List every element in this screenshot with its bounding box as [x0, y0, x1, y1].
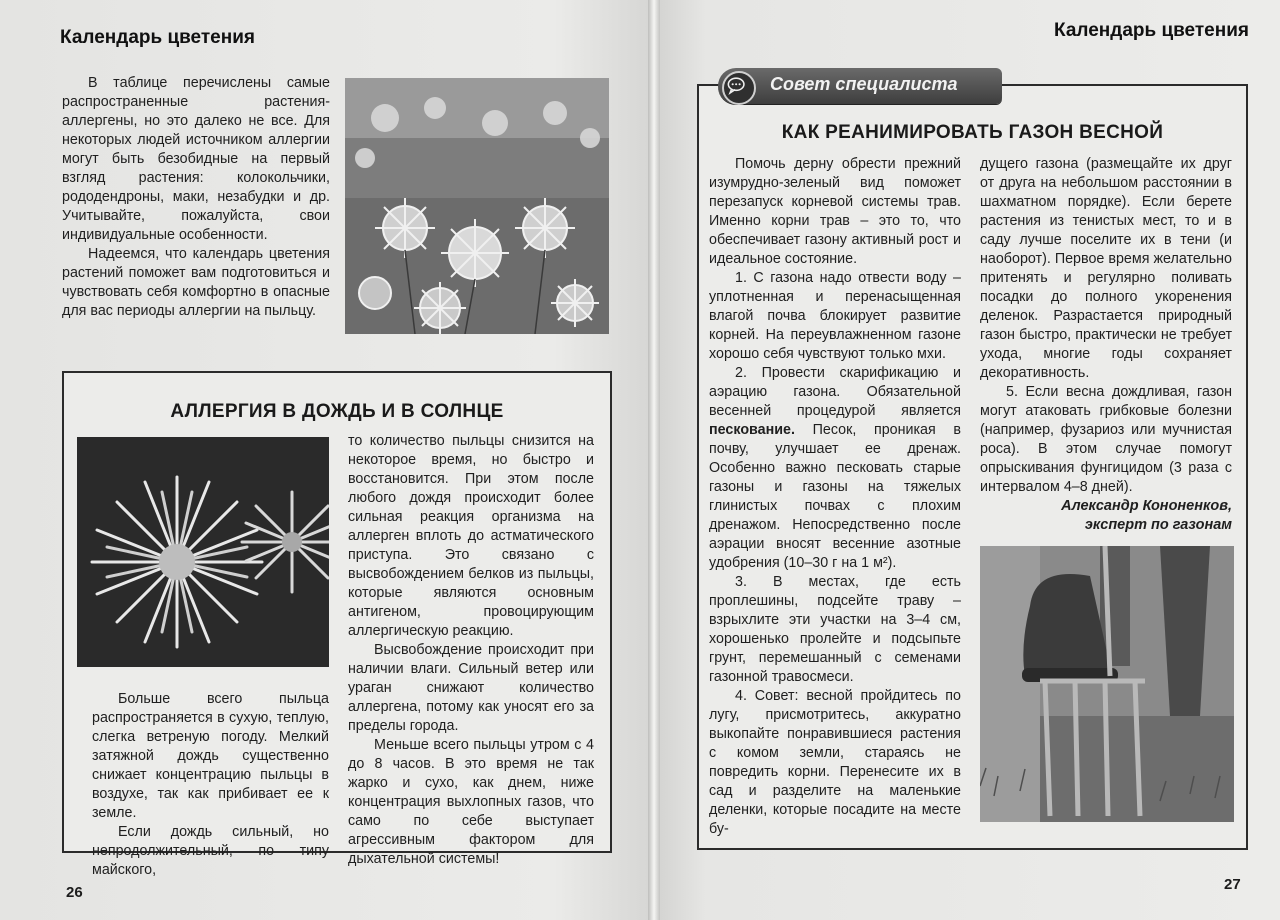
expert-advice-label: Совет специалиста: [770, 74, 958, 94]
lawn-col1-paragraph-1: Помочь дерну обрести прежний изумрудно-зеленый вид поможет перезапуск корневой системы трав. Именно корни трав – это то, что обеспечивает газону активный рост и идеальное состояние.: [709, 156, 961, 267]
allergy-col1-paragraph-1: Больше всего пыльца распространяется в сухую, теплую, слегка ветреную погоду. Мелкий затяжной дождь существенно снижает концентрацию пыльцы в воздухе, так как прибивает ее к земле.: [92, 691, 329, 821]
running-head-left: Календарь цветения: [60, 27, 255, 48]
allergy-box-title: АЛЛЕРГИЯ В ДОЖДЬ И В СОЛНЦЕ: [170, 401, 504, 422]
lawn-col1-paragraph-4: 3. В местах, где есть проплешины, подсейте траву – взрыхлите эти участки на 3–4 см, хорошенько пролейте и подсыпьте грунт, перемешанный с семенами газонной травосмеси.: [709, 574, 961, 685]
lawn-sanding-term: пескование.: [709, 422, 795, 438]
lawn-col1-paragraph-3-start: 2. Провести скарификацию и аэрацию газона. Обязательной весенней процедурой является: [709, 365, 961, 419]
pitchfork-photo: [980, 546, 1234, 822]
lawn-col1-paragraph-2: 1. С газона надо отвести воду – уплотненная и перенасыщенная влагой почва блокирует развитие корней. На переувлажненном газоне хорошо себя чувствуют только мхи.: [709, 270, 961, 362]
author-title: эксперт по газонам: [1084, 517, 1232, 533]
lawn-article-title: КАК РЕАНИМИРОВАТЬ ГАЗОН ВЕСНОЙ: [781, 122, 1164, 143]
lawn-col1-paragraph-3: [709, 364, 961, 573]
allergy-col-1: [92, 690, 329, 880]
allergy-box: [62, 371, 612, 878]
dandelion-photo: [77, 437, 329, 667]
intro-paragraph-2: Надеемся, что календарь цветения растений поможет вам подготовиться и чувствовать себя комфортно в опасные для вас периоды аллергии на пыльцу.: [62, 246, 330, 319]
expert-advice-box: [697, 84, 1248, 850]
author-name: Александр Кононенков,: [1061, 498, 1232, 514]
allergy-col2-paragraph-2: Высвобождение происходит при наличии влаги. Сильный ветер или ураган снижают количество аллергена, потому как уносят его за пределы города.: [348, 642, 594, 734]
expert-advice-banner: [718, 68, 1002, 104]
running-head-right: Календарь цветения: [1054, 20, 1249, 41]
lawn-col2-paragraph-1: дущего газона (размещайте их друг от друга на небольшом расстоянии в шахматном порядке). Если берете растения из тенистых мест, то и в саду лучше поселите их в тени (и наоборот). Первое время желательно притенять и регулярно поливать посадки до полного укоренения деленок. Разрастается природный газон быстро, практически не требует ухода, многие годы сохраняет декоративность.: [980, 156, 1232, 381]
intro-paragraph-1: В таблице перечислены самые распространенные растения-аллергены, но это далеко не все. Для некоторых людей источником аллергии могут быть безобидные на первый взгляд растения: колокольчики, рододендроны, маки, незабудки и др. Учитывайте, пожалуйста, свои индивидуальные особенности.: [62, 75, 330, 243]
lawn-col2-paragraph-2: 5. Если весна дождливая, газон могут атаковать грибковые болезни (например, фузариоз или мучнистая роса). В этом случае помогут опрыскивания фунгицидом (3 раза с интервалом 4–8 дней).: [980, 384, 1232, 495]
allergy-col2-paragraph-3: Меньше всего пыльцы утром с 4 до 8 часов. В это время не так жарко и сухо, как днем, ниже концентрация выхлопных газов, что само по себе выступает агрессивным фактором для дыхательной системы!: [348, 737, 594, 867]
allergy-col1-paragraph-2: Если дождь сильный, но непродолжительный, по типу майского,: [92, 824, 329, 878]
lawn-col-2: [980, 155, 1232, 535]
page-number-left: 26: [66, 884, 83, 901]
intro-text: [62, 74, 330, 321]
allergy-col2-paragraph-1: то количество пыльцы снизится на некоторое время, но быстро и восстановится. При этом после любого дождя происходит более сильная реакция организма на аллерген вплоть до астматического приступа. Это связано с высвобождением белков из пыльцы, которые являются основным антигеном, провоцирующим аллергическую реакцию.: [348, 433, 594, 639]
book-gutter: [648, 0, 660, 920]
lawn-col1-paragraph-3-end: Песок, проникая в почву, улучшает ее дренаж. Особенно важно песковать старые газоны и газоны на тяжелых глинистых почвах с плохим дренажом. Непосредственно после аэрации вносят весенние азотные удобрения (10–30 г на 1 м²).: [709, 422, 961, 571]
author-signature: [980, 497, 1232, 535]
speech-bubble-icon: [722, 71, 756, 105]
flowers-photo: [345, 78, 609, 334]
lawn-col1-paragraph-5: 4. Совет: весной пройдитесь по лугу, присмотритесь, аккуратно выкопайте понравившиеся растения с комом земли, стараясь не повредить корни. Перенесите их в сад и разделите на маленькие деленки, которые посадите на месте бу-: [709, 688, 961, 837]
page-number-right: 27: [1224, 876, 1241, 893]
lawn-col-1: [709, 155, 961, 839]
allergy-col-2: [348, 432, 594, 869]
